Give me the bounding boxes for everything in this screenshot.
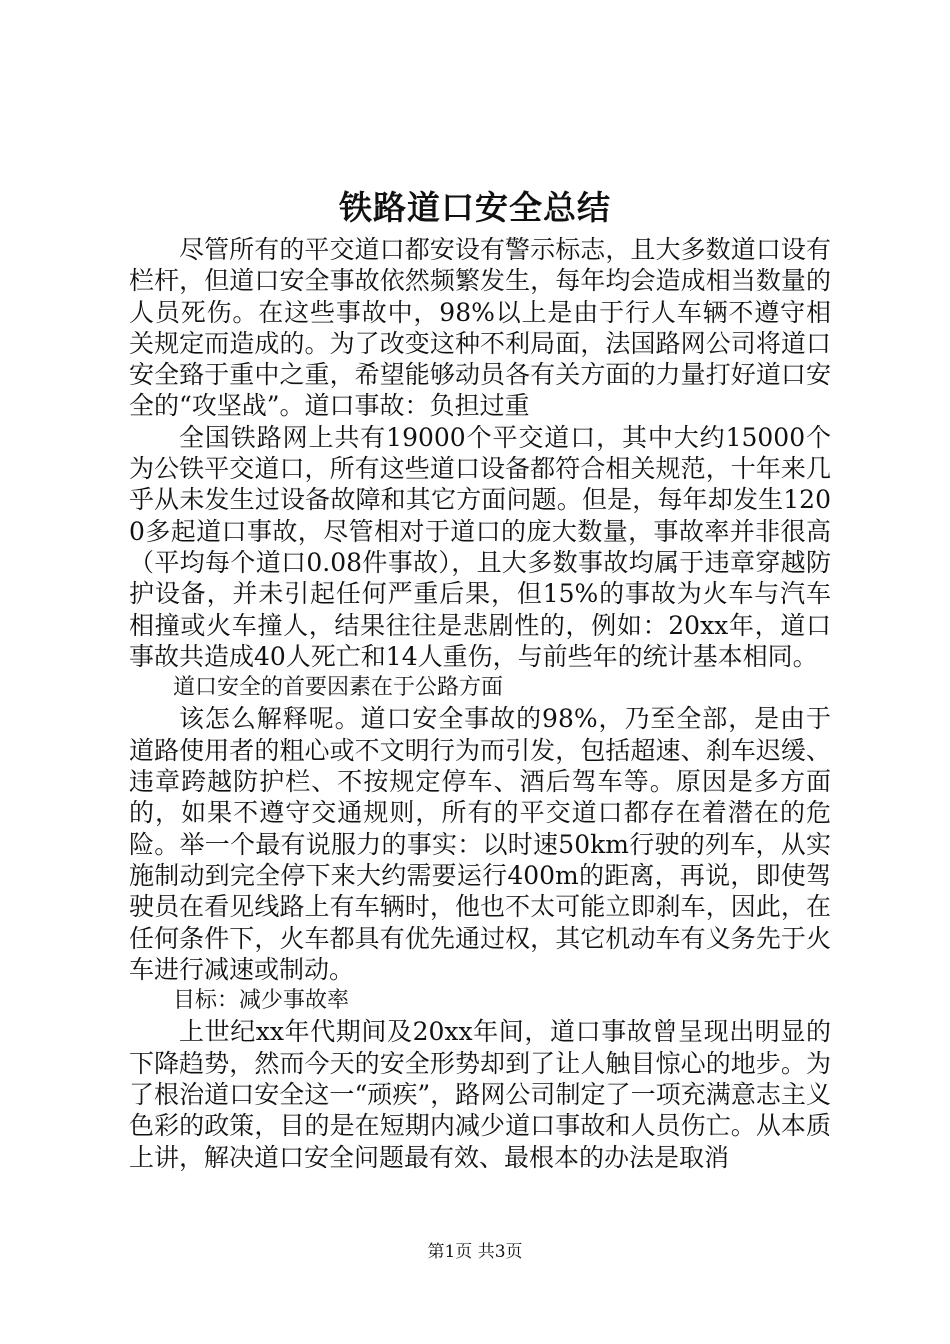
paragraph-explanation: 该怎么解释呢。道口安全事故的98%，乃至全部，是由于道路使用者的粗心或不文明行为而引发，包括超速、刹车迟缓、违章跨越防护栏、不按规定停车、酒后驾车等。原因是多方面的，如果不遵守交通规则，所有的平交道口都存在着潜在的危险。举一个最有说服力的事实：以时速50km行驶的列车，从实施制动到完全停下来大约需要运行400m的距离，再说，即使驾驶员在看见线路上有车辆时，他也不太可能立即刹车，因此，在任何条件下，火车都具有优先通过权，其它机动车有义务先于火车进行减速或制动。 [129, 704, 831, 984]
paragraph-statistics: 全国铁路网上共有19000个平交道口，其中大约15000个为公铁平交道口，所有这些道口设备都符合相关规范，十年来几乎从未发生过设备故障和其它方面问题。但是，每年却发生1200多起道口事故，尽管相对于道口的庞大数量，事故率并非很高（平均每个道口0.08件事故），且大多数事故均属于违章穿越防护设备，并未引起任何严重后果，但15%的事故为火车与汽车相撞或火车撞人，结果往往是悲剧性的，例如：20xx年，道口事故共造成40人死亡和14人重伤，与前些年的统计基本相同。 [129, 422, 831, 671]
document-body [129, 234, 831, 1173]
section-heading-road-factor: 道口安全的首要因素在于公路方面 [173, 675, 504, 701]
paragraph-intro: 尽管所有的平交道口都安设有警示标志，且大多数道口设有栏杆，但道口安全事故依然频繁发生，每年均会造成相当数量的人员死伤。在这些事故中，98%以上是由于行人车辆不遵守相关规定而造成的。为了改变这种不利局面，法国路网公司将道口安全臵于重中之重，希望能够动员各有关方面的力量打好道口安全的“攻坚战”。道口事故：负担过重 [129, 235, 831, 421]
page-number-footer: 第1页 共3页 [427, 1242, 523, 1262]
section-heading-goal: 目标：减少事故率 [173, 988, 350, 1014]
paragraph-goal: 上世纪xx年代期间及20xx年间，道口事故曾呈现出明显的下降趋势，然而今天的安全形势却到了让人触目惊心的地步。为了根治道口安全这一“顽疾”，路网公司制定了一项充满意志主义色彩的政策，目的是在短期内减少道口事故和人员伤亡。从本质上讲，解决道口安全问题最有效、最根本的办法是取消 [129, 1017, 831, 1172]
document-title: 铁路道口安全总结 [339, 188, 611, 227]
